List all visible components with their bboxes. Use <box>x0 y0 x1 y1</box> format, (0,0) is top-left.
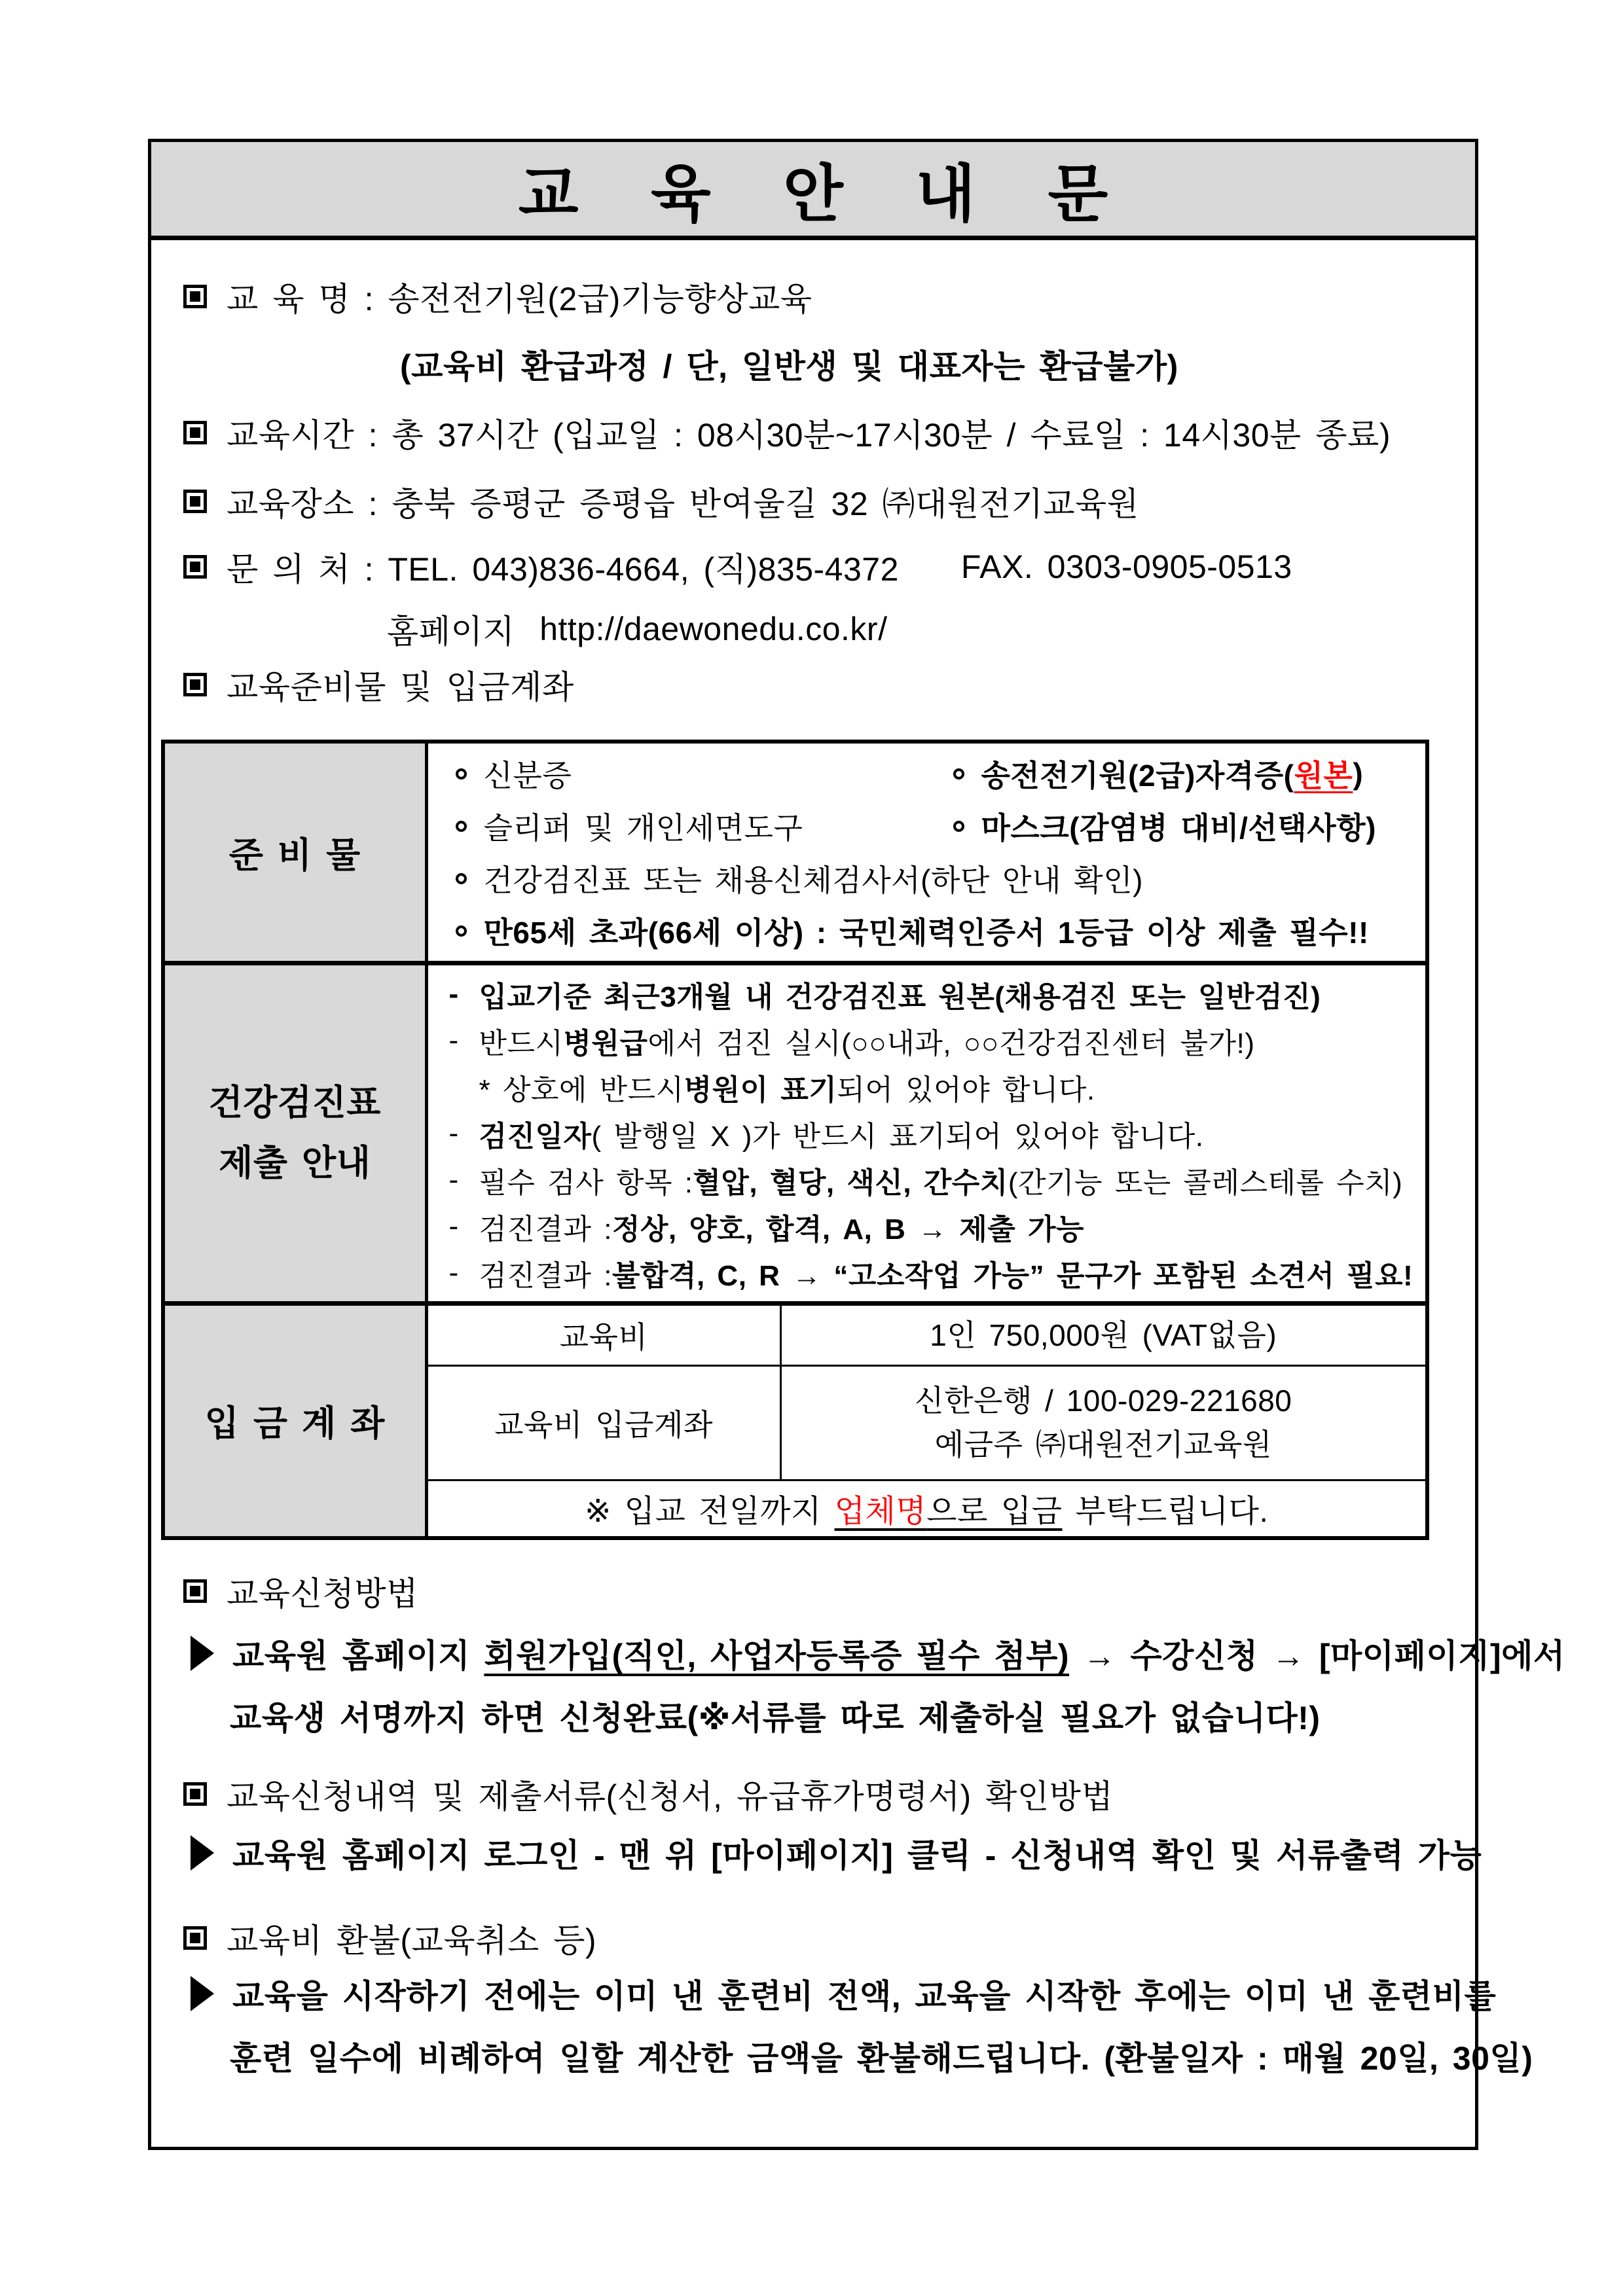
triangle-bullet-icon <box>191 1636 214 1671</box>
triangle-bullet-icon <box>191 1835 214 1871</box>
refund-course-note <box>400 340 1449 387</box>
health-line-3 <box>449 1064 1426 1110</box>
document-title: 교 육 안 내 문 <box>518 159 1136 229</box>
course-place-line <box>183 478 1449 525</box>
health-line-2-post: 에서 검진 실시(○○내과, ○○건강검진센터 불가!) <box>647 1027 1255 1060</box>
square-bullet-icon <box>183 1579 207 1603</box>
course-name-line <box>183 273 1449 320</box>
health-line-6-bold: 정상, 양호, 합격, A, B → 제출 가능 <box>611 1213 1085 1246</box>
refund-section-title-line <box>183 1914 1449 1962</box>
dash-bullet: - <box>448 1163 459 1196</box>
health-line-5-post: (간기능 또는 콜레스테롤 수치) <box>1008 1166 1403 1199</box>
circle-bullet-icon <box>456 821 467 832</box>
prep-item-age-text: 만65세 초과(66세 이상) : 국민체력인증서 1등급 이상 제출 필수!! <box>483 916 1369 950</box>
triangle-bullet-icon <box>191 1976 214 2011</box>
prep-item-license-pre: 송전전기원(2급)자격증( <box>981 759 1294 793</box>
apply-section-title-line <box>183 1568 1449 1615</box>
health-line-5-bold: 혈압, 혈당, 색신, 간수치 <box>693 1166 1008 1199</box>
square-bullet-icon <box>183 285 207 308</box>
square-bullet-icon <box>183 555 207 579</box>
square-bullet-icon <box>183 490 207 513</box>
apply-step-pre: 교육원 홈페이지 <box>232 1638 484 1674</box>
prep-item-license-original: 원본 <box>1294 759 1353 793</box>
circle-bullet-icon <box>456 925 467 937</box>
apply-step-post: → 수강신청 → [마이페이지]에서 <box>1069 1638 1565 1674</box>
square-bullet-icon <box>183 673 207 696</box>
apply-step-2-text: 교육생 서명까지 하면 신청완료(※서류를 따로 제출하실 필요가 없습니다!) <box>230 1700 1321 1736</box>
health-header-cell <box>163 963 426 1304</box>
check-step-text: 교육원 홈페이지 로그인 - 맨 위 [마이페이지] 클릭 - 신청내역 확인 및 서류출력 가능 <box>232 1837 1482 1874</box>
apply-step-text <box>232 1630 1565 1677</box>
health-line-4 <box>449 1110 1426 1157</box>
health-line-3-pre: * 상호에 반드시 <box>479 1073 684 1106</box>
health-header-line2: 제출 안내 <box>219 1143 371 1183</box>
apply-section-title: 교육신청방법 <box>227 1575 418 1612</box>
course-place-text: 교육장소 : 충북 증평군 증평읍 반여울길 32 ㈜대원전기교육원 <box>227 486 1139 522</box>
account-header-cell: 입 금 계 좌 <box>163 1304 426 1538</box>
circle-bullet-icon <box>456 873 467 884</box>
refund-course-note-text: (교육비 환급과정 / 단, 일반생 및 대표자는 환급불가) <box>400 348 1178 385</box>
refund-line-2 <box>230 2032 1533 2079</box>
prep-row-1 <box>456 747 1426 800</box>
contact-fax-text: FAX. 0303-0905-0513 <box>960 548 1292 585</box>
prep-items-cell <box>426 742 1427 963</box>
circle-bullet-icon <box>953 821 964 832</box>
health-line-7 <box>449 1249 1426 1296</box>
circle-bullet-icon <box>953 768 964 780</box>
account-holder: 예금주 ㈜대원전기교육원 <box>934 1427 1272 1462</box>
health-line-3-bold: 병원이 표기 <box>684 1073 837 1106</box>
prep-item-slippers-text: 슬리퍼 및 개인세면도구 <box>483 811 803 845</box>
health-line-2 <box>449 1017 1426 1064</box>
course-time-line <box>183 409 1449 456</box>
prep-item-license-post: ) <box>1353 757 1364 791</box>
health-line-7-bold: 불합격, C, R → “고소작업 가능” 문구가 포함된 소견서 필요! <box>611 1259 1413 1292</box>
prep-account-table <box>161 740 1429 1540</box>
prep-item-id-text: 신분증 <box>483 759 572 793</box>
refund-line-1-text: 교육을 시작하기 전에는 이미 낸 훈련비 전액, 교육을 시작한 후에는 이미 낸 훈련비를 <box>232 1978 1497 2015</box>
prep-item-license <box>953 752 1364 795</box>
homepage-url: http://daewonedu.co.kr/ <box>539 611 888 647</box>
document-title-bar <box>151 142 1475 240</box>
prep-item-slippers <box>456 804 953 848</box>
dash-bullet: - <box>448 1024 459 1056</box>
check-section-title: 교육신청내역 및 제출서류(신청서, 유급휴가명령서) 확인방법 <box>227 1778 1114 1815</box>
document-border <box>148 139 1565 2150</box>
homepage-line <box>387 605 1449 653</box>
contact-tel-text: 문 의 처 : TEL. 043)836-4664, (직)835-4372 <box>227 551 899 588</box>
homepage-label: 홈페이지 <box>387 613 515 650</box>
account-bank-number: 신한은행 / 100-029-221680 <box>915 1384 1292 1418</box>
course-name-text: 교 육 명 : 송전전기원(2급)기능향상교육 <box>227 281 812 317</box>
deposit-note-company: 업체명 <box>834 1494 927 1530</box>
apply-step-line <box>191 1630 1565 1677</box>
apply-step-line-2 <box>230 1692 1449 1739</box>
apply-step-underlined: 회원가입(직인, 사업자등록증 필수 첨부) <box>484 1638 1070 1674</box>
check-section-title-line <box>183 1770 1449 1818</box>
dash-bullet: - <box>448 1256 459 1289</box>
health-line-6 <box>449 1203 1426 1249</box>
health-line-2-pre: 반드시 <box>479 1027 564 1060</box>
prep-item-id <box>456 752 953 795</box>
health-line-5-pre: 필수 검사 항목 : <box>479 1166 693 1199</box>
health-guide-cell <box>426 963 1427 1304</box>
dash-bullet: - <box>448 1210 459 1242</box>
check-step-line <box>191 1829 1482 1876</box>
refund-line-2-text: 훈련 일수에 비례하여 일할 계산한 금액을 환불해드립니다. (환불일자 : 매월 20일, 30일) <box>230 2040 1533 2077</box>
square-bullet-icon <box>183 1926 207 1950</box>
dash-bullet: - <box>448 1117 459 1149</box>
health-line-6-pre: 검진결과 : <box>479 1213 612 1246</box>
health-line-4-bold: 검진일자 <box>479 1120 592 1153</box>
health-line-4-post: ( 발행일 X )가 반드시 표기되어 있어야 합니다. <box>591 1120 1204 1153</box>
prep-row-4 <box>456 905 1426 957</box>
prep-item-mask <box>953 804 1376 848</box>
fee-value-cell: 1인 750,000원 (VAT없음) <box>780 1304 1427 1366</box>
square-bullet-icon <box>183 421 207 444</box>
square-bullet-icon <box>183 1782 207 1806</box>
health-line-2-bold: 병원급 <box>563 1027 648 1060</box>
prep-row-2 <box>456 800 1426 852</box>
prep-item-health-text: 건강검진표 또는 채용신체검사서(하단 안내 확인) <box>483 863 1143 897</box>
refund-section-title: 교육비 환불(교육취소 등) <box>227 1922 597 1959</box>
health-line-1-text: 입교기준 최근3개월 내 건강검진표 원본(채용검진 또는 일반검진) <box>479 980 1321 1013</box>
circle-bullet-icon <box>456 768 467 780</box>
refund-line-1 <box>191 1970 1497 2017</box>
deposit-note-post: 부탁드립니다. <box>1062 1494 1269 1530</box>
health-line-7-pre: 검진결과 : <box>479 1259 612 1292</box>
prep-section-line <box>183 661 1449 708</box>
deposit-note-cell <box>426 1480 1427 1538</box>
deposit-note-under-rest: 으로 입금 <box>926 1494 1063 1530</box>
account-value-cell <box>780 1366 1427 1480</box>
prep-row-3 <box>456 852 1426 905</box>
health-line-5 <box>449 1157 1426 1203</box>
deposit-note-underlined <box>835 1494 1063 1529</box>
prep-section-text: 교육준비물 및 입금계좌 <box>227 669 574 706</box>
health-line-1 <box>449 971 1426 1017</box>
contact-line <box>183 543 1449 590</box>
prep-item-mask-text: 마스크(감염병 대비/선택사항) <box>981 811 1376 845</box>
health-header-line1: 건강검진표 <box>208 1083 381 1122</box>
course-time-text: 교육시간 : 총 37시간 (입교일 : 08시30분~17시30분 / 수료일 : 14시30분 종료) <box>227 417 1391 454</box>
fee-label-cell: 교육비 <box>426 1304 780 1366</box>
dash-bullet: - <box>448 977 459 1010</box>
account-label-cell: 교육비 입금계좌 <box>426 1366 780 1480</box>
health-line-3-post: 되어 있어야 합니다. <box>837 1073 1095 1106</box>
deposit-note-pre: ※ 입교 전일까지 <box>585 1494 835 1530</box>
prep-header-cell: 준 비 물 <box>163 742 426 963</box>
